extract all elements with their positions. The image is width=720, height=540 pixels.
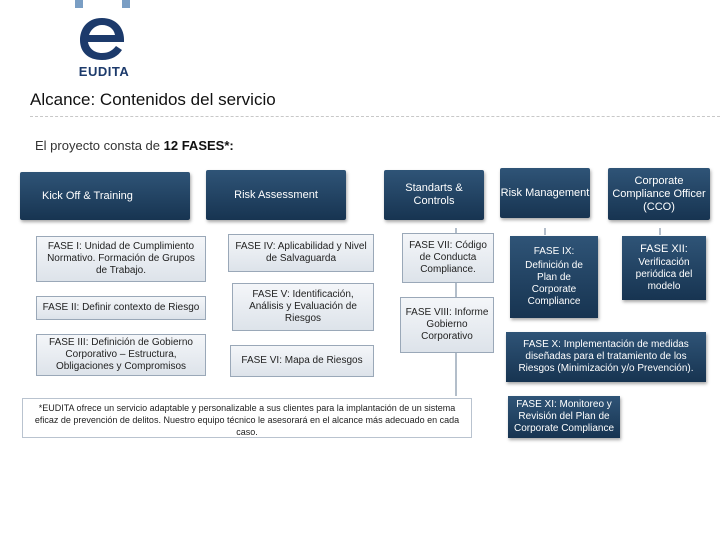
page-title: Alcance: Contenidos del servicio xyxy=(30,90,276,109)
intro-text xyxy=(35,138,234,153)
logo-wordmark: EUDITA xyxy=(78,64,130,79)
phase-4-box: FASE IV: Aplicabilidad y Nivel de Salvaguarda xyxy=(228,234,374,272)
phase-12-title: FASE XII: xyxy=(640,243,688,255)
header-standarts-controls: Standarts & Controls xyxy=(384,170,484,220)
intro-text-main: El proyecto consta de xyxy=(35,138,164,153)
header-risk-assessment: Risk Assessment xyxy=(206,170,346,220)
intro-text-bold: 12 FASES*: xyxy=(163,138,234,153)
phase-3-box: FASE III: Definición de Gobierno Corporativo – Estructura, Obligaciones y Compromisos xyxy=(36,334,206,376)
header-risk-management: Risk Management xyxy=(500,168,590,218)
phase-12-box xyxy=(622,236,706,300)
phase-6-box: FASE VI: Mapa de Riesgos xyxy=(230,345,374,377)
phase-1-box: FASE I: Unidad de Cumplimiento Normativo. Formación de Grupos de Trabajo. xyxy=(36,236,206,282)
footnote: *EUDITA ofrece un servicio adaptable y personalizable a sus clientes para la implantación de un sistema eficaz de prevención de delitos. Nuestro equipo técnico le asesorará en el alcance más adecuado en cada caso. xyxy=(22,398,472,438)
phase-5-box: FASE V: Identificación, Análisis y Evaluación de Riesgos xyxy=(232,283,374,331)
phase-9-title: FASE IX: xyxy=(533,246,575,257)
logo-accent-square-right xyxy=(122,0,130,8)
phase-12-text: Verificación periódica del modelo xyxy=(635,257,693,292)
phase-10-box: FASE X: Implementación de medidas diseñadas para el tratamiento de los Riesgos (Minimización y/o Prevención). xyxy=(506,332,706,382)
phase-9-text: Definición de Plan de Corporate Compliance xyxy=(525,260,583,307)
header-cco: Corporate Compliance Officer (CCO) xyxy=(608,168,710,220)
logo-accent-square-left xyxy=(75,0,83,8)
phase-2-box: FASE II: Definir contexto de Riesgo xyxy=(36,296,206,320)
header-kickoff-training: Kick Off & Training xyxy=(20,172,190,220)
phase-8-box: FASE VIII: Informe Gobierno Corporativo xyxy=(400,297,494,353)
phase-7-box: FASE VII: Código de Conducta Compliance. xyxy=(402,233,494,283)
phase-9-box xyxy=(510,236,598,318)
title-divider xyxy=(30,116,720,117)
phase-11-box: FASE XI: Monitoreo y Revisión del Plan de Corporate Compliance xyxy=(508,396,620,438)
